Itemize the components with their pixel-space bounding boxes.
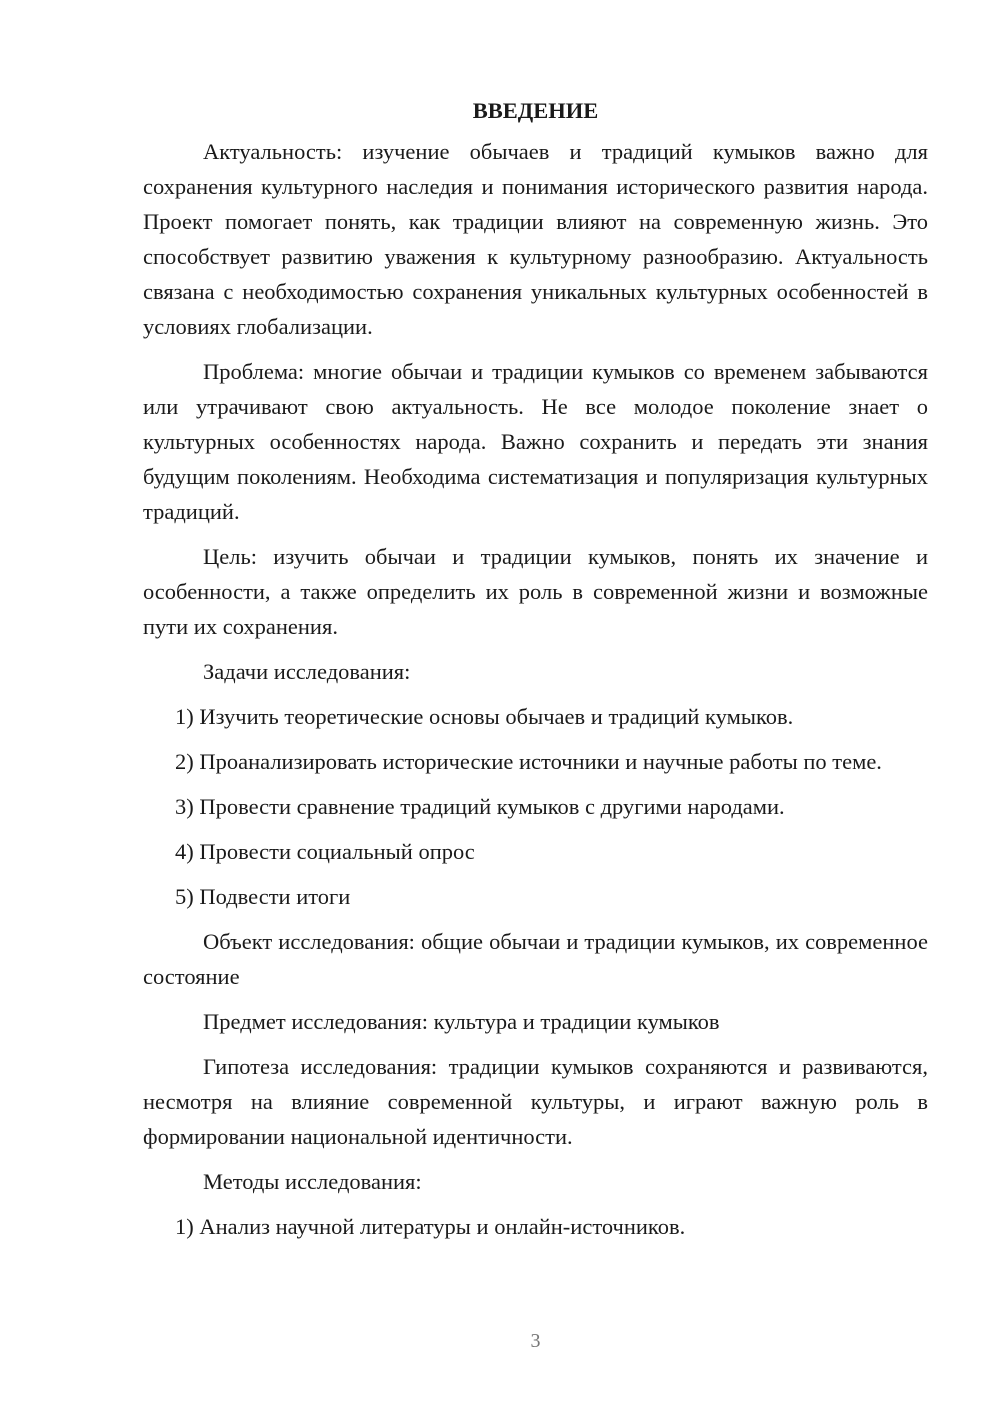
relevance-paragraph: Актуальность: изучение обычаев и традиций кумыков важно для сохранения культурного наследия и понимания исторического развития народа. Проект помогает понять, как традиции влияют на современную жизнь. Это способствует развитию уважения к культурному разнообразию. Актуальность связана с необходимостью сохранения уникальных культурных особенностей в условиях глобализации. [143, 139, 928, 339]
problem-paragraph: Проблема: многие обычаи и традиции кумыков со временем забываются или утрачивают свою актуальность. Не все молодое поколение знает о культурных особенностях народа. Важно сохранить и передать эти знания будущим поколениям. Необходима систематизация и популяризация культурных традиций. [143, 359, 928, 524]
goal-paragraph: Цель: изучить обычаи и традиции кумыков, понять их значение и особенности, а также определить их роль в современной жизни и возможные пути их сохранения. [143, 544, 928, 639]
task-item: 1) Изучить теоретические основы обычаев и традиций кумыков. [175, 704, 794, 729]
task-item: 5) Подвести итоги [175, 884, 351, 909]
tasks-heading: Задачи исследования: [203, 659, 411, 684]
hypothesis-paragraph: Гипотеза исследования: традиции кумыков сохраняются и развиваются, несмотря на влияние современной культуры, и играют важную роль в формировании национальной идентичности. [143, 1054, 928, 1149]
subject-paragraph: Предмет исследования: культура и традиции кумыков [203, 1009, 720, 1034]
task-item: 4) Провести социальный опрос [175, 839, 475, 864]
methods-heading: Методы исследования: [203, 1169, 422, 1194]
method-item: 1) Анализ научной литературы и онлайн-источников. [175, 1214, 686, 1239]
task-item: 2) Проанализировать исторические источники и научные работы по теме. [175, 749, 882, 774]
page-content [143, 93, 928, 1254]
page-title: ВВЕДЕНИЕ [472, 98, 599, 123]
page-number: 3 [530, 1330, 541, 1352]
task-item: 3) Провести сравнение традиций кумыков с другими народами. [175, 794, 785, 819]
object-paragraph: Объект исследования: общие обычаи и традиции кумыков, их современное состояние [143, 929, 928, 989]
